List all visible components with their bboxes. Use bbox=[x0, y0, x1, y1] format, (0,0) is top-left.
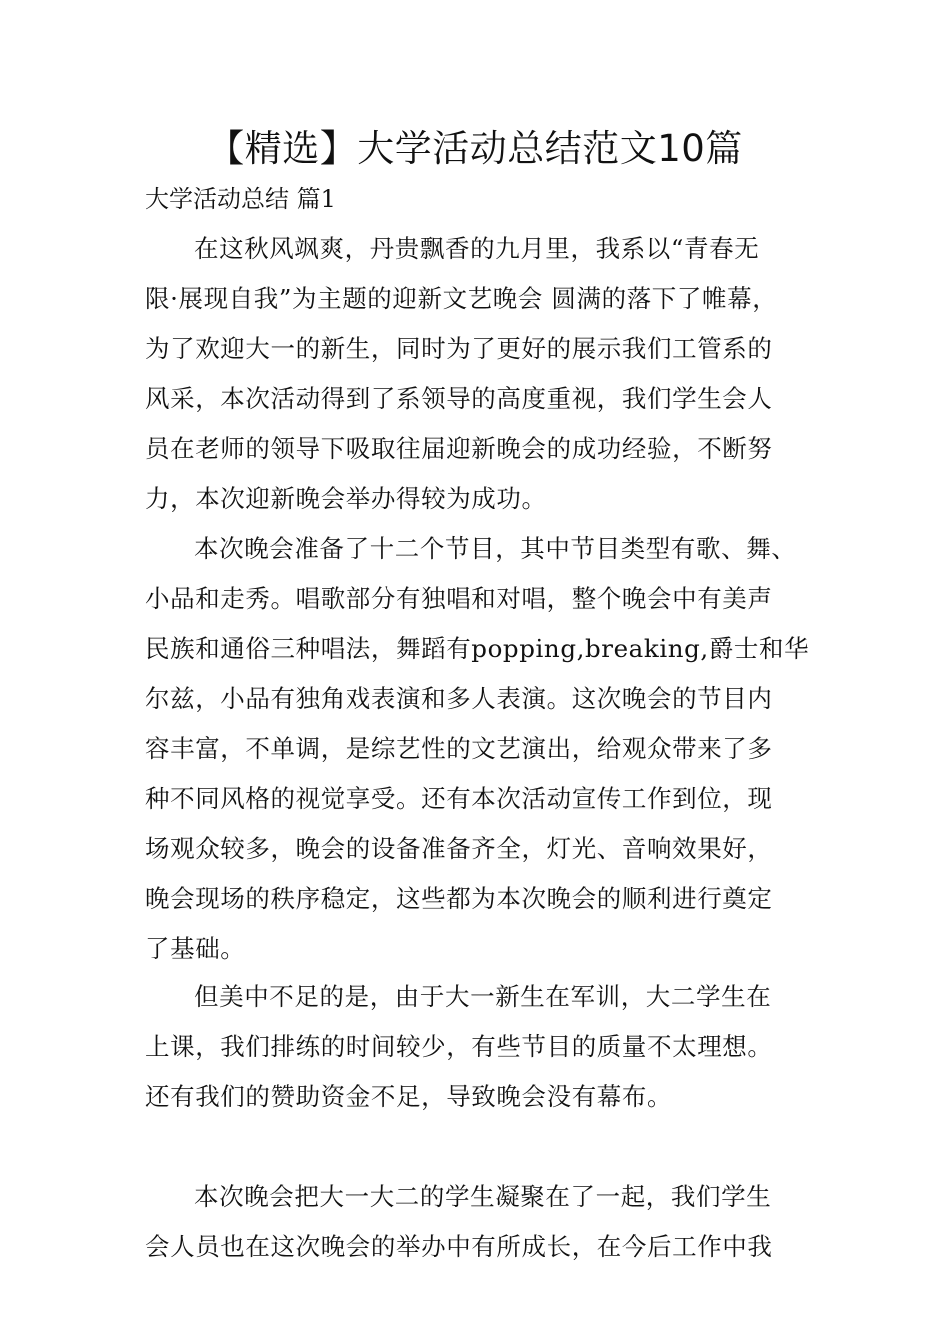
paragraph-1: 在这秋风飒爽，丹贵飘香的九月里，我系以“青春无 限·展现自我”为主题的迎新文艺晚会 圆满的落下了帷幕， 为了欢迎大一的新生，同时为了更好的展示我们工管系的 风采，本次活动得到了系领导的高度重视，我们学生会人 员在老师的领导下吸取往届迎新晚会的成功经验，不断努 力，本次迎新晚会举办得较为成功。 bbox=[145, 234, 778, 513]
section-heading: 大学活动总结 篇1 bbox=[145, 185, 336, 213]
paragraph-2: 本次晚会准备了十二个节目，其中节目类型有歌、舞、 小品和走秀。唱歌部分有独唱和对唱，整个晚会中有美声 民族和通俗三种唱法，舞蹈有popping,breaking,爵士和华 尔兹，小品有独角戏表演和多人表演。这次晚会的节目内 容丰富，不单调，是综艺性的文艺演出，给观众带来了多 种不同风格的视觉享受。还有本次活动宣传工作到位，现 场观众较多，晚会的设备准备齐全，灯光、音响效果好， 晚会现场的秩序稳定，这些都为本次晚会的顺利进行奠定 了基础。 bbox=[145, 534, 810, 963]
paragraph-3: 但美中不足的是，由于大一新生在军训，大二学生在 上课，我们排练的时间较少，有些节目的质量不太理想。 还有我们的赞助资金不足，导致晚会没有幕布。 bbox=[145, 982, 773, 1111]
document-title: 【精选】大学活动总结范文10篇 bbox=[207, 127, 743, 170]
paragraph-4: 本次晚会把大一大二的学生凝聚在了一起，我们学生 会人员也在这次晚会的举办中有所成长，在今后工作中我 bbox=[145, 1182, 773, 1261]
